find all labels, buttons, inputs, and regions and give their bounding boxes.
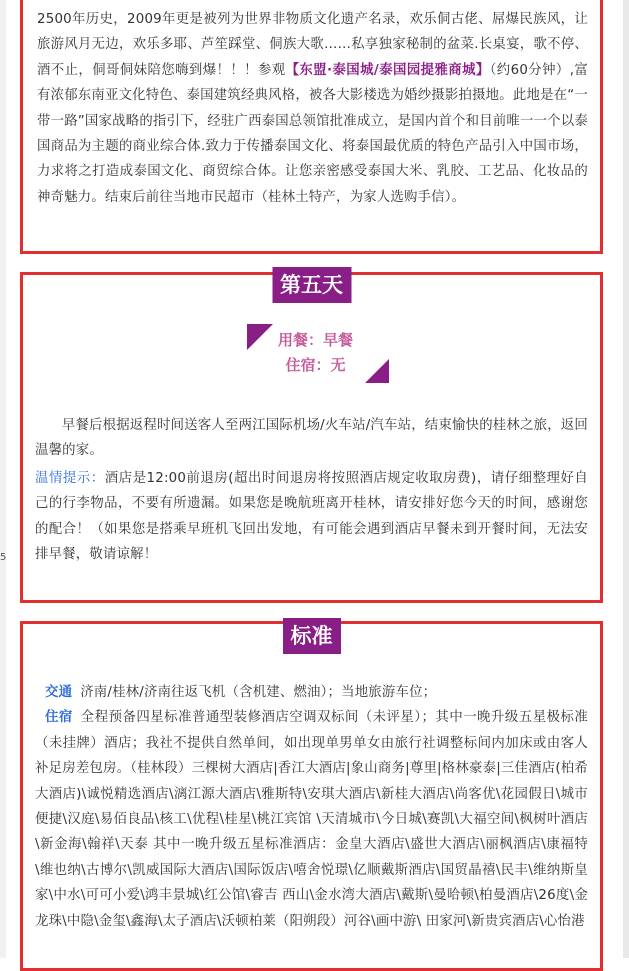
standard-content <box>35 680 588 934</box>
day4-text-2: （约60分钟）,富有浓郁东南亚文化特色、泰国建筑经典风格，被各大影楼选为婚纱摄影拍摄地。此地是在“一带一路”国家战略的指引下，经驻广西泰国总领馆批准成立，是国内首个和目前唯一一个以泰国商品为主题的商业综合体.致力于传播泰国文化、将泰国最优质的特色产品引入中国市场，力求将之打造成泰国文化、商贸综合体。让您亲密感受泰国大米、乳胶、工艺品、化妆品的神奇魅力。结束后前往当地市民超市（桂林土特产，为家人选购手信）。 <box>37 62 588 205</box>
day5-description: 早餐后根据返程时间送客人至两江国际机场/火车站/汽车站，结束愉快的桂林之旅，返回温馨的家。 <box>35 418 588 459</box>
left-page-edge <box>0 0 6 958</box>
standard-section <box>20 621 603 971</box>
lodging-standard-label: 住宿 <box>45 710 73 726</box>
corner-triangle-icon <box>365 359 389 383</box>
lodging-line <box>35 705 588 934</box>
day4-paragraph <box>37 7 588 210</box>
day4-highlight-place: 【东盟·泰国城/泰国园提雅商城】 <box>285 62 490 78</box>
day5-tip <box>35 466 588 568</box>
day4-text-1: 2500年历史，2009年更是被列为世界非物质文化遗产名录，欢乐侗古佬、屌爆民族风，让旅游风月无边，欢乐多耶、芦笙踩堂、侗族大歌……私享独家秘制的盆菜.长桌宴，歌不停、酒不止，侗哥侗妹陪您嗨到爆！！！参观 <box>37 12 588 78</box>
standard-tag: 标准 <box>283 618 341 654</box>
day5-tag: 第五天 <box>272 267 351 303</box>
lodging-label: 住宿：无 <box>285 356 346 374</box>
tip-label: 温情提示： <box>35 471 105 486</box>
transport-text: 济南/桂林/济南往返飞机（含机建、燃油）；当地旅游车位； <box>80 685 437 700</box>
tip-text: 酒店是12:00前退房(超出时间退房将按照酒店规定收取房费)，请仔细整理好自己的行李物品，不要有所遗漏。如果您是晚航班离开桂林，请安排好您今天的时间，感谢您的配合！（如果您是搭乘早班机飞回出发地，有可能会遇到酒店早餐未到开餐时间，无法安排早餐，敬请谅解！ <box>35 471 588 563</box>
transport-label: 交通 <box>45 685 73 700</box>
transport-line <box>35 680 588 705</box>
meals-label: 用餐：早餐 <box>277 331 353 349</box>
day5-meal-info <box>23 328 600 378</box>
day4-section <box>20 0 603 254</box>
page-edge-mark: 5 <box>0 552 7 563</box>
lodging-standard-text: 全程预备四星标准普通型装修酒店空调双标间（未评星）；其中一晚升级五星极标准（未挂牌）酒店；我社不提供自然单间，如出现单男单女由旅行社调整标间内加床或由客人补足房差包房。（桂林段）三棵树大酒店|香江大酒店|象山商务|尊里|格林豪泰|三佳酒店(柏希大酒店)\诚悦精选酒店\漓江源大酒店\雅斯特\安琪大酒店\新桂大酒店\尚客优\花园假日\城市便捷\汉庭\易佰良品\核工\优程\桂星\桃江宾馆 \天清城市\今日城\赛凯\大福空间\枫树叶酒店\新金海\翰祥\天泰 其中一晚升级五星标准酒店：金皇大酒店\盛世大酒店\丽枫酒店\康福特\维也纳\古博尔\凯威国际大酒店\国际饭店\嘻舍悦璟\亿顺戴斯酒店\国贸晶禧\民丰\维纳斯皇家\中水\可可小爱\鸿丰景城\红公馆\睿吉 西山\金水湾大酒店\戴斯\曼哈顿\柏曼酒店\26度\金龙珠\中隐\金玺\鑫海\太子酒店\沃顿柏莱（阳朔段）河谷\画中游\ 田家河\新贵宾酒店\心怡港 <box>35 710 588 929</box>
right-scroll-edge <box>623 0 629 958</box>
day5-section <box>20 272 603 603</box>
